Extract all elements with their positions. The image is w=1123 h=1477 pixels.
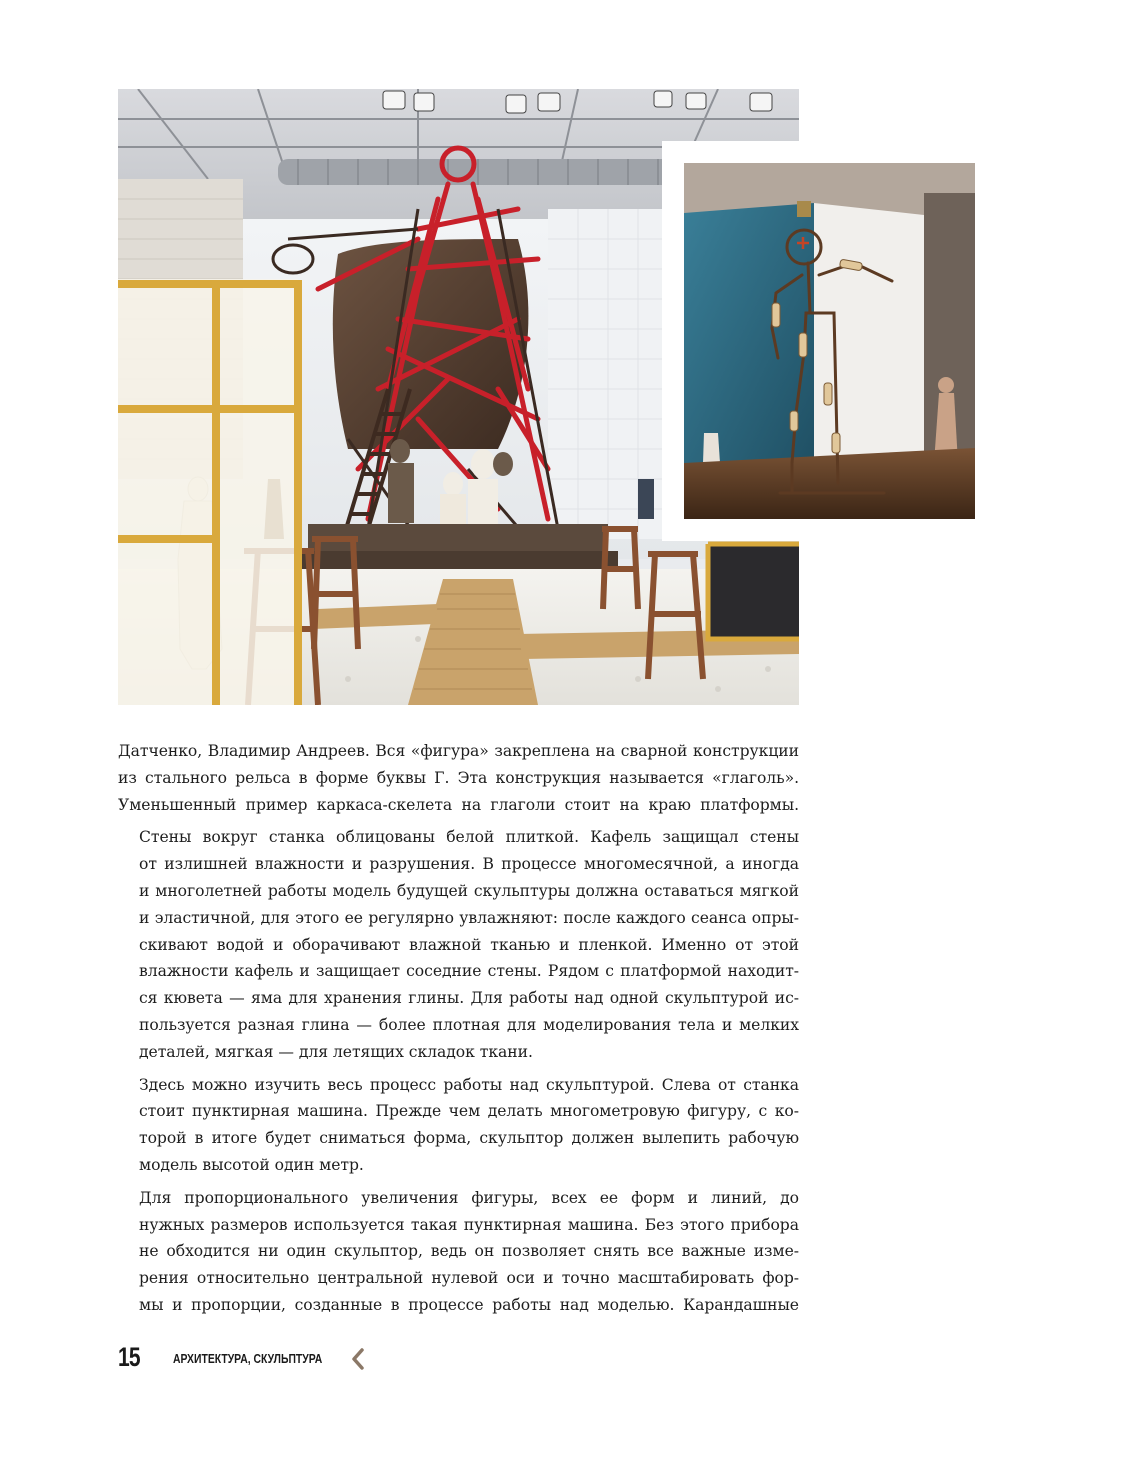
text-line: и многолетней работы модель будущей скульптуры должна оставаться мягкой — [139, 881, 799, 900]
text-line: Здесь можно изучить весь процесс работы над скульптурой. Слева от станка — [139, 1075, 799, 1094]
chevron-left-icon[interactable] — [350, 1348, 366, 1370]
text-line: из стального рельса в форме буквы Г. Эта конструкция называется «глаголь». — [118, 768, 799, 787]
text-line: Для пропорционального увеличения фигуры, всех ее форм и линий, до — [139, 1188, 799, 1207]
paragraph-3 — [118, 1072, 799, 1179]
text-line: Датченко, Владимир Андреев. Вся «фигура» закреплена на сварной конструкции — [118, 742, 799, 760]
section-title: АРХИТЕКТУРА, СКУЛЬПТУРА — [173, 1351, 323, 1366]
text-line: влажности кафель и защищает соседние стены. Рядом с платформой находит- — [139, 962, 799, 981]
text-line: Уменьшенный пример каркаса-скелета на глаголи стоит на краю платформы. — [118, 795, 799, 814]
page-footer — [118, 1342, 818, 1378]
text-line: модель высотой один метр. — [139, 1155, 364, 1174]
text-line: торой в итоге будет сниматься форма, скульптор должен вылепить рабочую — [139, 1129, 799, 1148]
text-line: стоит пунктирная машина. Прежде чем делать многометровую фигуру, с ко- — [139, 1102, 799, 1121]
text-line: не обходится ни один скульптор, ведь он позволяет снять все важные изме- — [139, 1242, 799, 1261]
paragraph-4 — [118, 1185, 799, 1319]
text-line: от излишней влажности и разрушения. В процессе многомесячной, а иногда — [139, 855, 799, 874]
paragraph-1 — [118, 738, 799, 818]
page-number: 15 — [118, 1342, 140, 1372]
text-line: деталей, мягкая — для летящих складок ткани. — [139, 1042, 533, 1061]
inset-photo-frame — [662, 141, 997, 541]
text-line: и эластичной, для этого ее регулярно увлажняют: после каждого сеанса опры- — [139, 908, 799, 927]
text-line: рения относительно центральной нулевой оси и точно масштабировать фор- — [139, 1269, 799, 1288]
paragraph-2 — [118, 824, 799, 1065]
article-body — [118, 738, 799, 1325]
text-line: скивают водой и оборачивают влажной тканью и пленкой. Именно от этой — [139, 935, 799, 954]
text-line: ся кювета — яма для хранения глины. Для работы над одной скульптурой ис- — [139, 989, 799, 1008]
inset-photo — [684, 163, 975, 519]
text-line: нужных размеров используется такая пунктирная машина. Без этого прибора — [139, 1215, 799, 1234]
text-line: пользуется разная глина — более плотная для моделирования тела и мелких — [139, 1015, 799, 1034]
text-line: Стены вокруг станка облицованы белой плиткой. Кафель защищал стены — [139, 828, 799, 847]
text-line: мы и пропорции, созданные в процессе работы над моделью. Карандашные — [139, 1295, 799, 1314]
